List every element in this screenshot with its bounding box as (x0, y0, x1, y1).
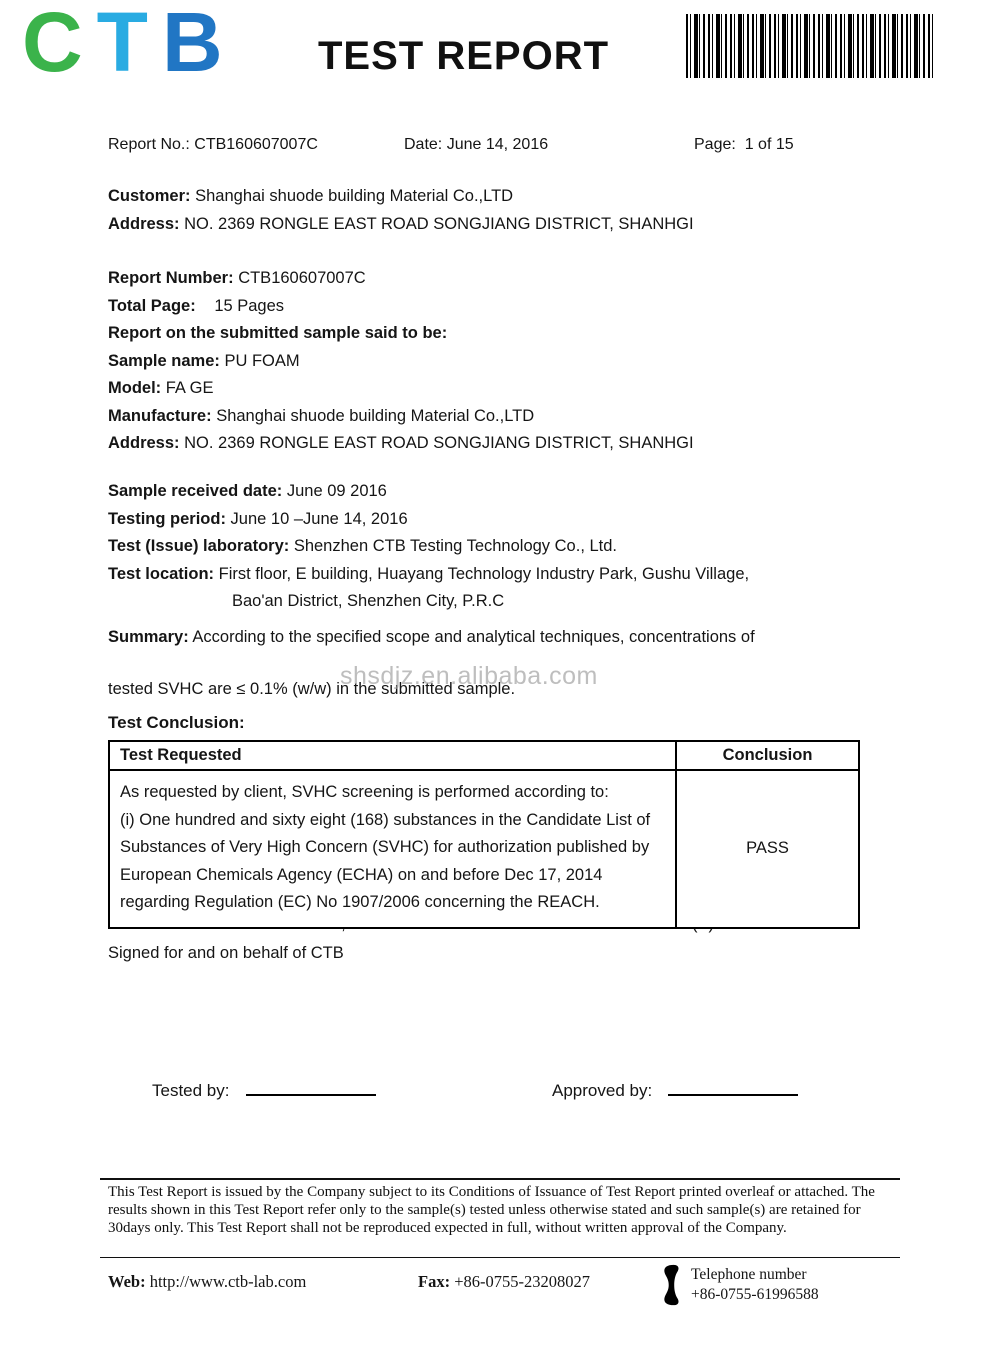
barcode-icon (686, 14, 934, 78)
page-indicator (694, 136, 794, 154)
fax-number (418, 1272, 590, 1292)
tested-by-label: Tested by: (152, 1081, 230, 1100)
field-value: Shanghai shuode building Material Co.,LTD (216, 406, 535, 425)
field-manufacture (108, 406, 694, 427)
approved-by (552, 1079, 798, 1101)
requested-line: regarding Regulation (EC) No 1907/2006 concerning the REACH. (120, 893, 600, 911)
meta-row (108, 136, 928, 160)
field-value: Bao'an District, Shenzhen City, P.R.C (232, 592, 505, 610)
ctb-logo (22, 0, 237, 89)
watermark: shsdjz.en.alibaba.com (340, 662, 598, 690)
field-label: Sample received date: (108, 482, 283, 500)
field-label: Customer: (108, 187, 191, 205)
logo-letter-t: T (96, 0, 162, 89)
report-date-meta (404, 136, 548, 154)
customer-block (108, 186, 694, 241)
field-customer-address (108, 214, 694, 235)
field-model (108, 378, 694, 399)
field-label: Address: (108, 214, 180, 233)
field-value: Shenzhen CTB Testing Technology Co., Ltd. (293, 537, 618, 555)
field-value: June 09 2016 (286, 482, 387, 500)
contact-row (108, 1262, 948, 1326)
dates-block (108, 481, 749, 619)
field-label: Model: (108, 379, 162, 397)
field-label: Manufacture: (108, 406, 212, 425)
field-manufacture-address (108, 433, 694, 454)
signed-note: Signed for and on behalf of CTB (108, 944, 344, 962)
tested-by (152, 1079, 376, 1101)
summary-line1 (108, 627, 878, 648)
field-label: Test location: (108, 564, 215, 583)
summary-label: Summary: (108, 628, 189, 646)
report-no-label: Report No.: (108, 136, 190, 153)
field-value: 15 Pages (214, 296, 285, 315)
field-label: Testing period: (108, 509, 226, 528)
field-label: Total Page: (108, 296, 196, 315)
test-requested-cell (109, 770, 676, 928)
web-label: Web: (108, 1272, 146, 1291)
web-address (108, 1272, 306, 1292)
field-testing-period (108, 509, 749, 530)
field-value: June 10 –June 14, 2016 (230, 509, 408, 528)
field-value: FA GE (165, 379, 214, 397)
report-block (108, 268, 694, 461)
web-value: http://www.ctb-lab.com (149, 1272, 307, 1291)
requested-line: As requested by client, SVHC screening is performed according to: (120, 783, 609, 801)
conclusion-table-body-row (109, 770, 859, 928)
telephone-number: +86-0755-61996588 (691, 1286, 819, 1303)
telephone-block (660, 1262, 819, 1308)
fax-label: Fax: (418, 1272, 451, 1291)
summary-text: According to the specified scope and analytical techniques, concentrations of (192, 628, 755, 646)
field-test-location (108, 564, 749, 585)
conclusion-result: PASS (676, 770, 859, 928)
field-label: Report on the submitted sample said to be: (108, 324, 448, 342)
date-label: Date: (404, 136, 443, 153)
field-label: Test (Issue) laboratory: (108, 537, 290, 555)
field-report-number (108, 268, 694, 289)
telephone-text (691, 1265, 819, 1305)
field-test-location-cont (108, 591, 749, 612)
requested-line: European Chemicals Agency (ECHA) on and before Dec 17, 2014 (120, 865, 603, 884)
logo-letter-c: C (22, 0, 97, 89)
disclaimer-text: This Test Report is issued by the Company subject to its Conditions of Issuance of Test Report printed overleaf or attached. The results shown in this Test Report refer only to the sample(s) tested unless otherwise stated and such sample(s) are retained for 30days only. This Test Report shall not be reproduced expected in full, without written approval of the Company. (108, 1184, 875, 1236)
fax-value: +86-0755-23208027 (454, 1272, 590, 1291)
report-title: TEST REPORT (318, 34, 610, 78)
tested-by-signature-line (246, 1079, 376, 1096)
field-sample-name (108, 351, 694, 372)
page-label: Page: (694, 136, 736, 153)
field-total-page (108, 296, 694, 317)
report-number-meta (108, 136, 318, 154)
field-value: NO. 2369 RONGLE EAST ROAD SONGJIANG DISTRICT, SHANHGI (184, 434, 694, 452)
approved-by-signature-line (668, 1079, 798, 1096)
field-sample-received-date (108, 481, 749, 502)
telephone-label: Telephone number (691, 1266, 807, 1283)
requested-line: Substances of Very High Concern (SVHC) for authorization published by (120, 838, 650, 856)
telephone-icon (660, 1262, 682, 1308)
field-value: NO. 2369 RONGLE EAST ROAD SONGJIANG DISTRICT, SHANHGI (184, 214, 694, 233)
footer-rule-bottom (100, 1257, 900, 1258)
field-value: PU FOAM (224, 351, 300, 370)
page-value: 1 of 15 (744, 136, 794, 153)
summary-line2: tested SVHC are ≤ 0.1% (w/w) in the submitted sample. (108, 680, 516, 698)
conclusion-table (108, 740, 860, 929)
field-label: Sample name: (108, 351, 220, 370)
conclusion-header: Conclusion (676, 741, 859, 770)
field-test-laboratory (108, 536, 749, 557)
field-label: Address: (108, 434, 180, 452)
test-requested-header: Test Requested (109, 741, 676, 770)
date-value: June 14, 2016 (446, 136, 549, 153)
report-no-value: CTB160607007C (194, 136, 318, 153)
conclusion-table-header-row (109, 741, 859, 770)
field-value: CTB160607007C (238, 269, 366, 287)
field-value: Shanghai shuode building Material Co.,LTD (195, 187, 514, 205)
logo-letter-b: B (161, 0, 237, 89)
field-label: Report Number: (108, 269, 234, 287)
field-sample-statement (108, 323, 694, 344)
field-customer (108, 186, 694, 207)
approved-by-label: Approved by: (552, 1081, 653, 1100)
field-value: First floor, E building, Huayang Technology Industry Park, Gushu Village, (218, 564, 750, 583)
test-conclusion-heading: Test Conclusion: (108, 713, 245, 732)
footer-rule-top (100, 1178, 900, 1180)
requested-line: (i) One hundred and sixty eight (168) substances in the Candidate List of (120, 810, 651, 829)
